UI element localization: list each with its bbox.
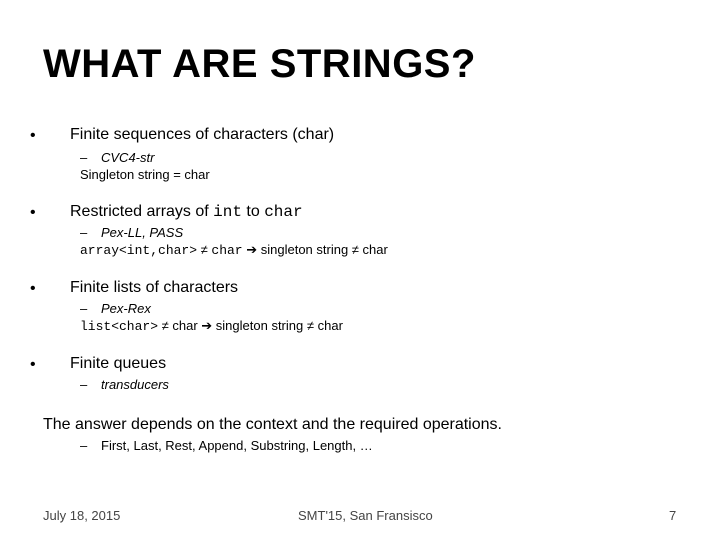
footer-event: SMT'15, San Fransisco	[298, 508, 433, 523]
bullet-4-text: Finite queues	[70, 355, 167, 372]
code-int: int	[213, 203, 242, 221]
code-array: array<int,char>	[80, 243, 198, 258]
note-end: char	[362, 242, 388, 257]
bullet-4-sub: transducers	[101, 377, 169, 392]
not-equal-symbol: ≠	[303, 318, 318, 333]
bullet-1-sub: CVC4-str	[101, 150, 155, 165]
code-char: char	[264, 203, 303, 221]
footer-date: July 18, 2015	[43, 508, 121, 523]
dash-marker: –	[80, 225, 88, 240]
conclusion-sub: First, Last, Rest, Append, Substring, Length, …	[101, 438, 373, 453]
code-char: char	[172, 318, 198, 333]
dash-marker: –	[80, 150, 88, 165]
code-char: char	[211, 243, 243, 258]
bullet-marker: •	[30, 356, 36, 373]
code-list: list<char>	[80, 319, 159, 334]
not-equal-symbol: ≠	[197, 242, 212, 257]
bullet-1-note: Singleton string = char	[80, 167, 210, 182]
bullet-2-text-mid: to	[241, 203, 265, 220]
bullet-3-sub: Pex-Rex	[101, 301, 151, 316]
bullet-1-text: Finite sequences of characters (char)	[70, 126, 335, 143]
bullet-3-text: Finite lists of characters	[70, 279, 239, 296]
not-equal-symbol: ≠	[158, 318, 173, 333]
conclusion-text: The answer depends on the context and the required operations.	[43, 416, 502, 433]
not-equal-symbol: ≠	[348, 242, 363, 257]
dash-marker: –	[80, 377, 88, 392]
slide-title: WHAT ARE STRINGS?	[43, 42, 476, 86]
dash-marker: –	[80, 438, 88, 453]
bullet-2-sub: Pex-LL, PASS	[101, 225, 184, 240]
bullet-marker: •	[30, 280, 36, 297]
bullet-2-text	[70, 203, 303, 221]
bullet-3-note	[80, 318, 343, 334]
bullet-marker: •	[30, 127, 36, 144]
slide-number: 7	[669, 508, 677, 523]
bullet-2-text-pre: Restricted arrays of	[70, 203, 214, 220]
note-rest: singleton string	[215, 318, 304, 333]
bullet-marker: •	[30, 204, 36, 221]
bullet-2-note	[80, 242, 388, 258]
note-rest: singleton string	[260, 242, 349, 257]
dash-marker: –	[80, 301, 88, 316]
arrow-icon: ➔	[242, 242, 261, 257]
note-end: char	[317, 318, 343, 333]
arrow-icon: ➔	[197, 318, 216, 333]
